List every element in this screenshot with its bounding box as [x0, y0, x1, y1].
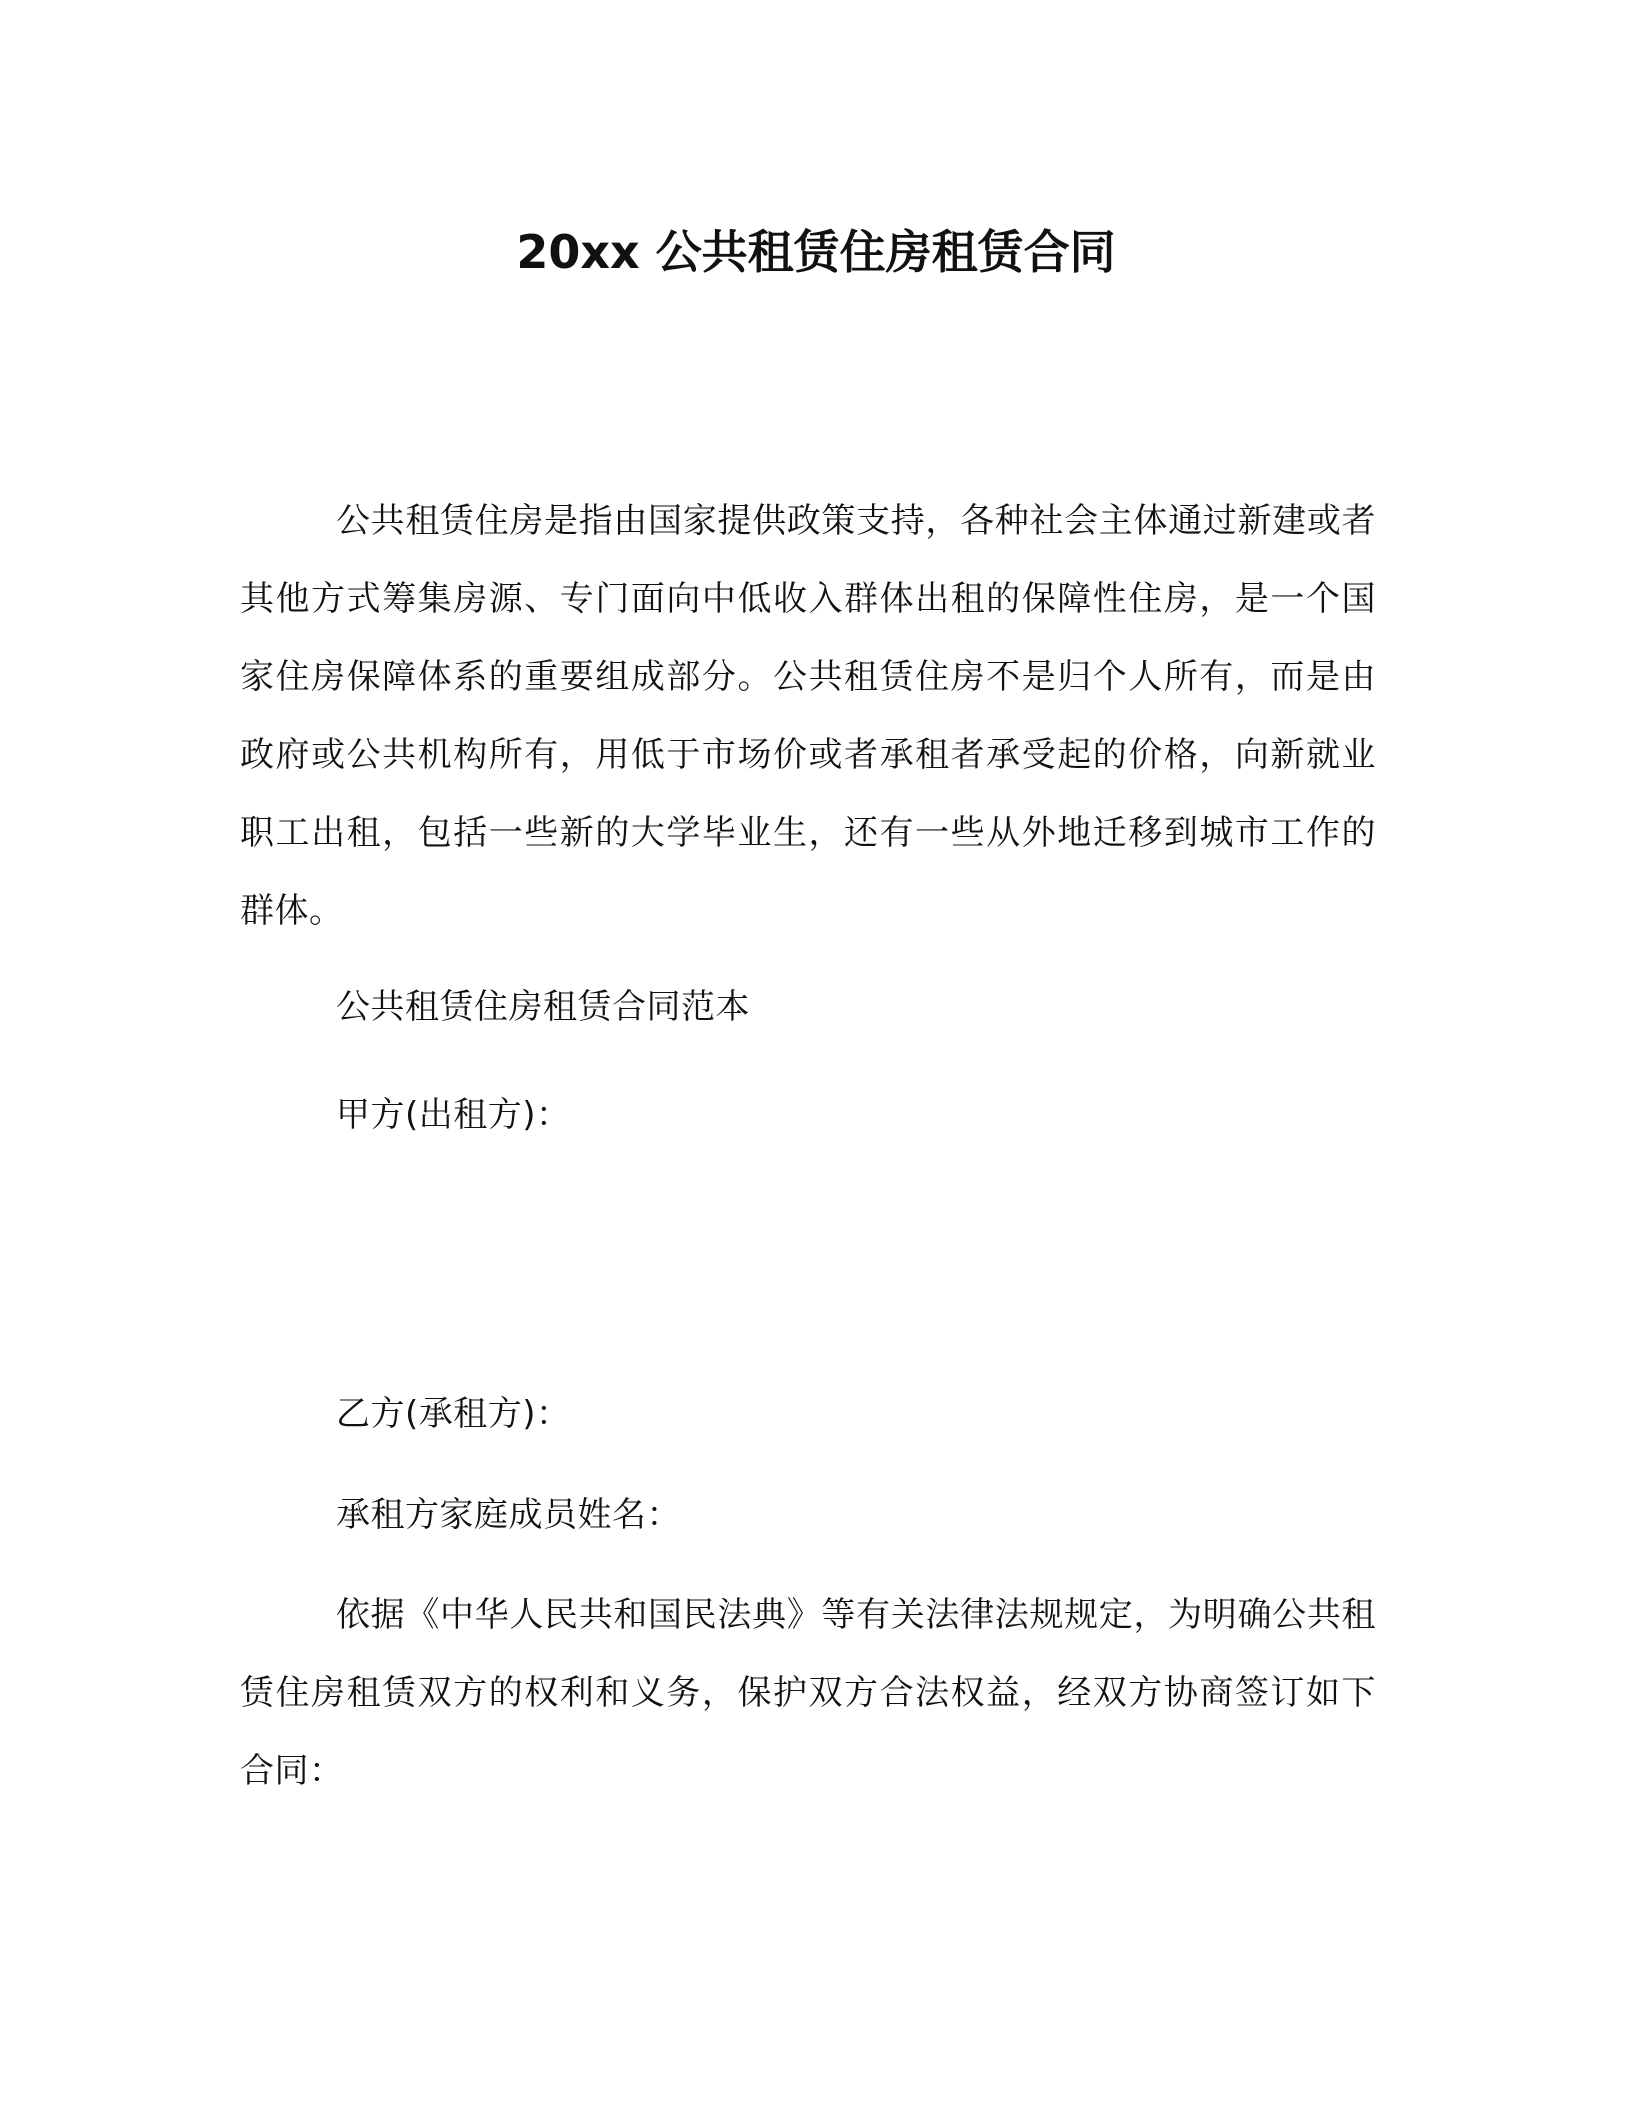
- document-title: 20xx 公共租赁住房租赁合同: [516, 225, 1116, 279]
- intro-paragraph: 公共租赁住房是指由国家提供政策支持，各种社会主体通过新建或者其他方式筹集房源、专门面向中低收入群体出租的保障性住房，是一个国家住房保障体系的重要组成部分。公共租赁住房不是归个人所有，而是由政府或公共机构所有，用低于市场价或者承租者承受起的价格，向新就业职工出租，包括一些新的大学毕业生，还有一些从外地迁移到城市工作的群体。: [240, 501, 1376, 931]
- party-a-label: 甲方(出租方)：: [336, 1095, 571, 1135]
- family-members-label: 承租方家庭成员姓名：: [336, 1495, 681, 1535]
- sample-heading: 公共租赁住房租赁合同范本: [336, 987, 750, 1027]
- party-b-label: 乙方(承租方)：: [336, 1394, 571, 1434]
- legal-basis-paragraph: 依据《中华人民共和国民法典》等有关法律法规规定，为明确公共租赁住房租赁双方的权利和义务，保护双方合法权益，经双方协商签订如下合同：: [240, 1595, 1376, 1791]
